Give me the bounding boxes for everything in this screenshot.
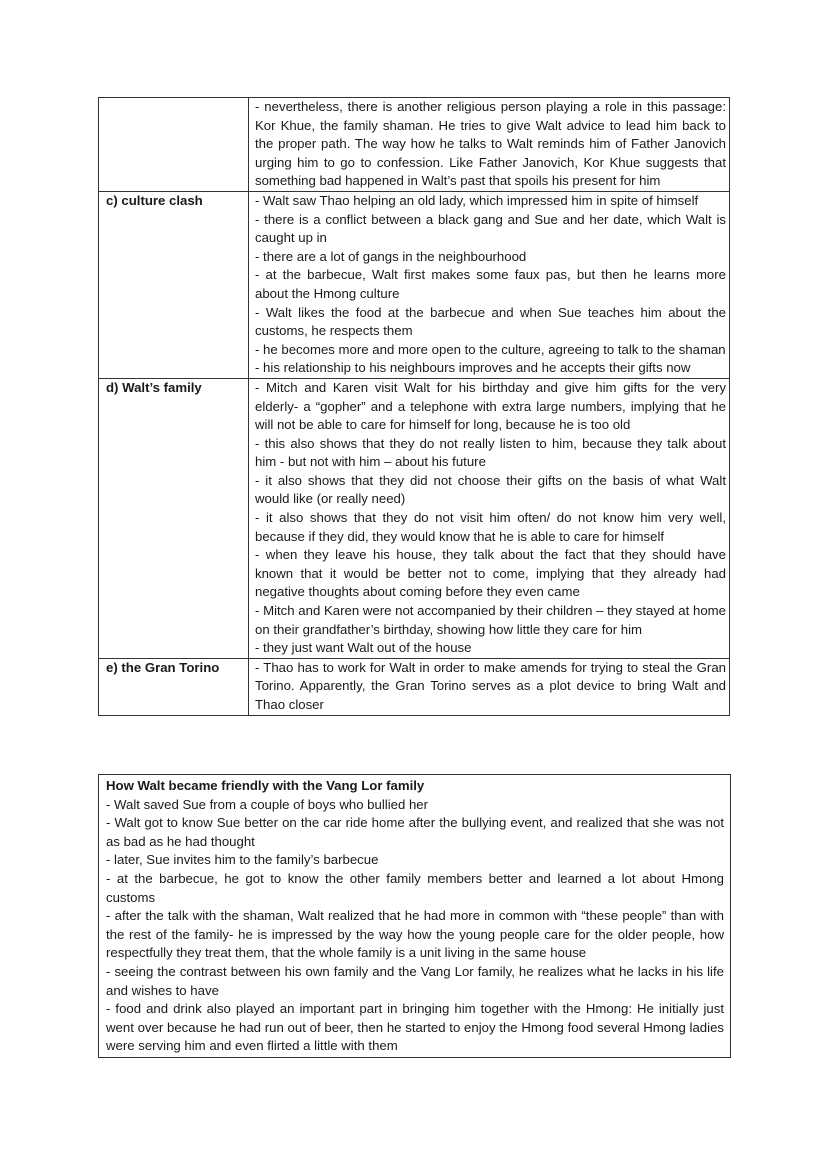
list-item: - at the barbecue, Walt first makes some faux pas, but then he learns more about the Hmong culture (255, 267, 726, 301)
list-item: - they just want Walt out of the house (255, 640, 472, 656)
row-label: c) culture clash (99, 191, 249, 378)
list-item: - later, Sue invites him to the family’s barbecue (106, 852, 379, 868)
list-item: - Mitch and Karen visit Walt for his birthday and give him gifts for the very elderly- a “gopher” and a telephone with extra large numbers, implying that he will not be able to care for himself for long, because he is too old (255, 379, 726, 433)
summary-box (98, 774, 731, 1058)
list-item: - at the barbecue, he got to know the other family members better and learned a lot about Hmong customs (106, 870, 724, 905)
table-row (99, 658, 730, 715)
list-item: - it also shows that they did not choose their gifts on the basis of what Walt would like (or really need) (255, 472, 726, 507)
table-row (99, 191, 730, 378)
row-label: d) Walt’s family (99, 378, 249, 658)
list-item: - Mitch and Karen were not accompanied by their children – they stayed at home on their grandfather’s birthday, showing how little they care for him (255, 603, 726, 637)
list-item: - nevertheless, there is another religious person playing a role in this passage: Kor Khue, the family shaman. He tries to give Walt advice to lead him back to the proper path. The way how he talks to Walt reminds him of Father Janovich urging him to go to confession. Like Father Janovich, Kor Khue suggests that something bad happened in Walt’s past that spoils his present for him (255, 99, 726, 189)
row-label (99, 98, 249, 192)
row-content (249, 378, 730, 658)
box-title: How Walt became friendly with the Vang Lor family (106, 778, 425, 793)
list-item: - there is a conflict between a black gang and Sue and her date, which Walt is caught up in (255, 211, 726, 246)
table-row (99, 98, 730, 192)
list-item: - he becomes more and more open to the culture, agreeing to talk to the shaman (255, 341, 726, 357)
notes-table (98, 97, 730, 716)
row-label: e) the Gran Torino (99, 658, 249, 715)
table-row (99, 378, 730, 658)
list-item: - this also shows that they do not really listen to him, because they talk about him - but not with him – about his future (255, 435, 726, 470)
list-item: - Walt likes the food at the barbecue and when Sue teaches him about the customs, he respects them (255, 304, 726, 339)
row-content (249, 191, 730, 378)
list-item: - his relationship to his neighbours improves and he accepts their gifts now (255, 360, 691, 376)
list-item: - when they leave his house, they talk about the fact that they should have known that it would be better not to come, implying that they already had negative thoughts about coming before they even came (255, 547, 726, 600)
list-item: - Walt saw Thao helping an old lady, which impressed him in spite of himself (255, 192, 699, 208)
list-item: - after the talk with the shaman, Walt realized that he had more in common with “these people” than with the rest of the family- he is impressed by the way how the young people care for the older people, how respectfully they treat them, that the whole family is a unit living in the same house (106, 908, 724, 961)
list-item: - Walt got to know Sue better on the car ride home after the bullying event, and realized that she was not as bad as he had thought (106, 815, 724, 849)
row-content (249, 98, 730, 192)
list-item: - Walt saved Sue from a couple of boys who bullied her (106, 796, 429, 812)
row-content (249, 658, 730, 715)
list-item: - there are a lot of gangs in the neighbourhood (255, 248, 527, 264)
list-item: - seeing the contrast between his own family and the Vang Lor family, he realizes what he lacks in his life and wishes to have (106, 963, 724, 998)
list-item: - Thao has to work for Walt in order to make amends for trying to steal the Gran Torino. Apparently, the Gran Torino serves as a plot device to bring Walt and Thao closer (255, 659, 726, 712)
list-item: - food and drink also played an important part in bringing him together with the Hmong: He initially just went over because he had run out of beer, then he started to enjoy the Hmong food several Hmong ladies were serving him and even flirted a little with them (106, 1001, 724, 1054)
list-item: - it also shows that they do not visit him often/ do not know him very well, because if they did, they would know that he is able to care for himself (255, 510, 726, 544)
